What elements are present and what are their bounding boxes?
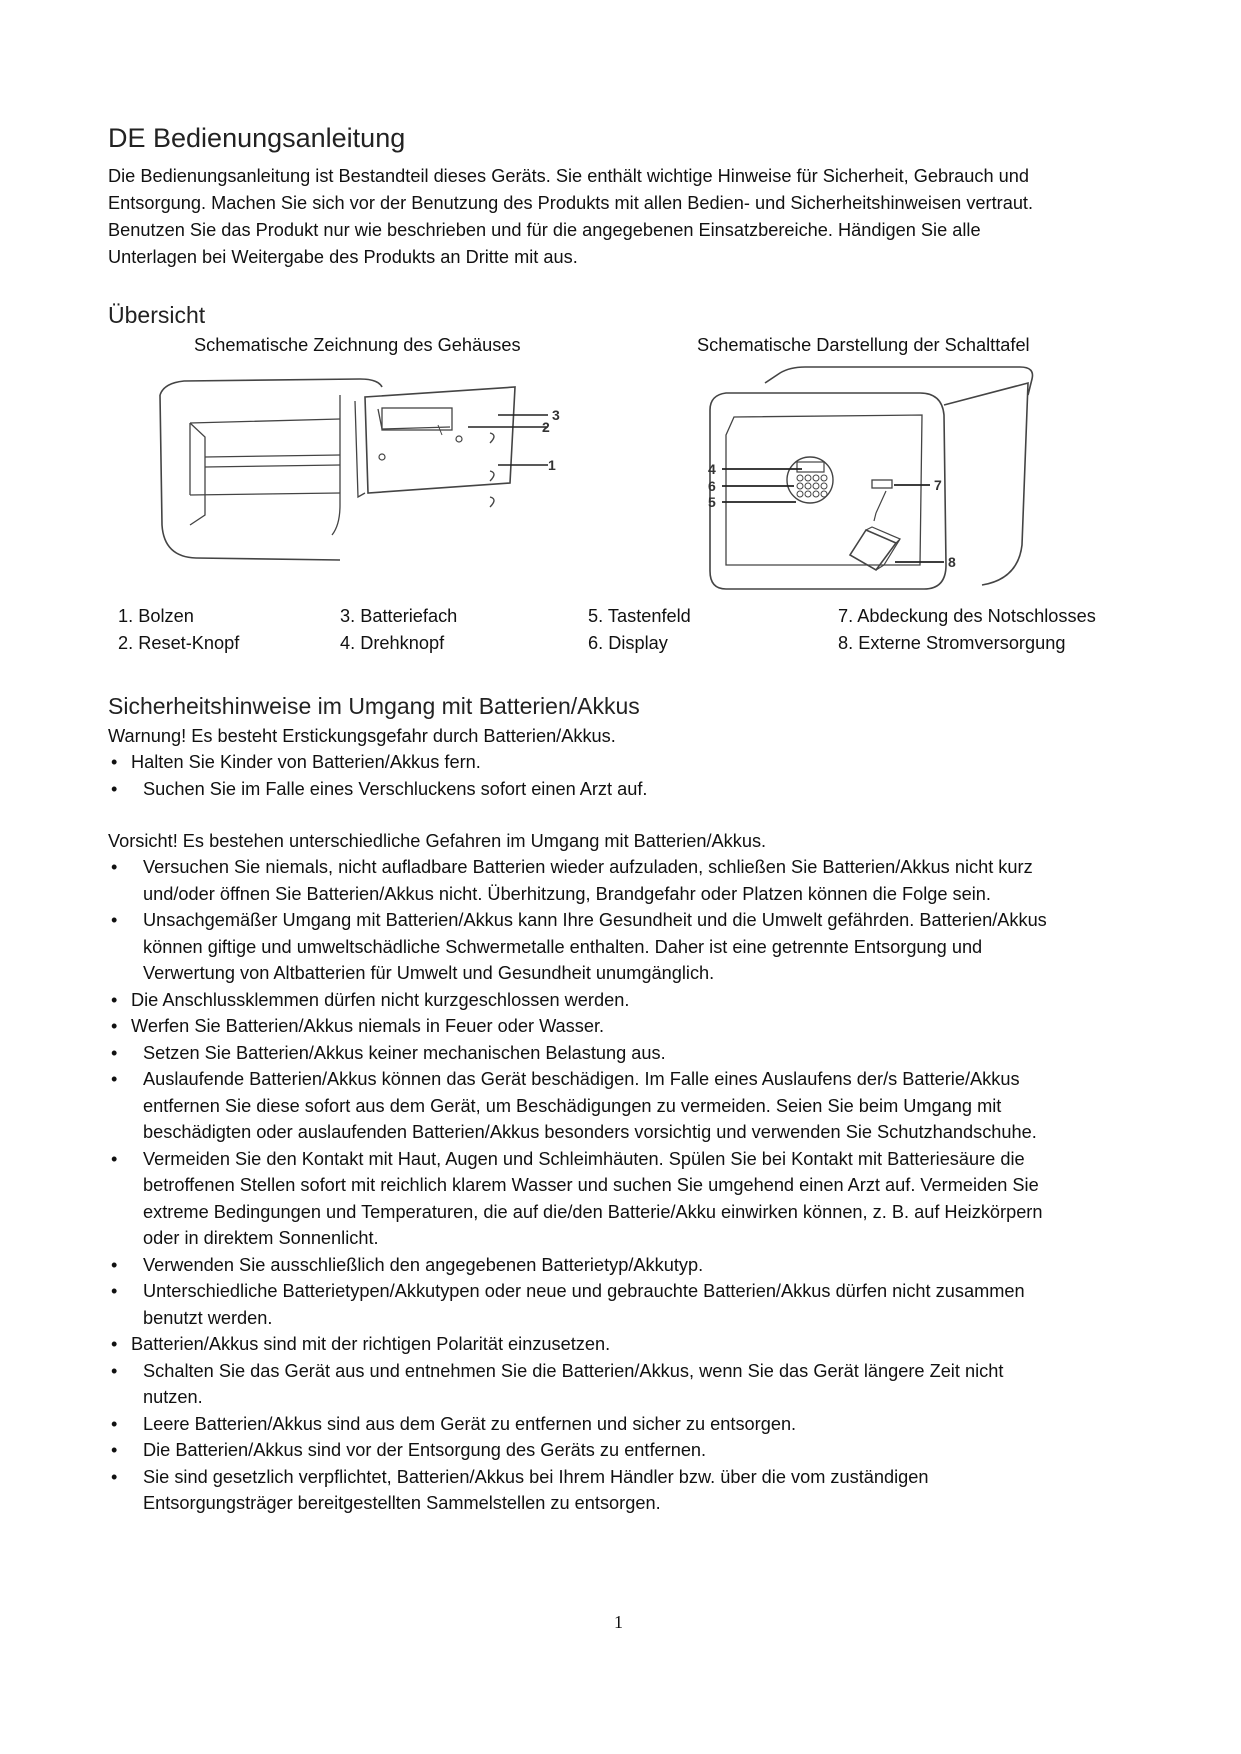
callout-5: 5 xyxy=(708,494,716,510)
legend-item: 7. Abdeckung des Notschlosses xyxy=(838,606,1096,626)
list-item: • Verwenden Sie ausschließlich den angegebenen Batterietyp/Akkutyp. xyxy=(108,1252,1148,1279)
safe-front xyxy=(710,393,946,589)
callout-7: 7 xyxy=(934,477,942,493)
page-number: 1 xyxy=(614,1612,623,1632)
page-title: DE Bedienungsanleitung xyxy=(108,123,406,153)
safe-housing-drawing xyxy=(150,375,590,575)
keypad-buttons xyxy=(797,475,827,497)
warning-list xyxy=(108,749,1148,802)
list-item: • Die Anschlussklemmen dürfen nicht kurzgeschlossen werden. xyxy=(108,987,1148,1014)
legend-item: 4. Drehknopf xyxy=(340,633,445,653)
figure-right-title: Schematische Darstellung der Schalttafel xyxy=(697,335,1030,355)
safe-top xyxy=(765,367,1033,395)
list-item: • Setzen Sie Batterien/Akkus keiner mechanischen Belastung aus. xyxy=(108,1040,1148,1067)
external-power-box xyxy=(850,530,896,570)
figure-left-title: Schematische Zeichnung des Gehäuses xyxy=(194,335,521,355)
callout-6: 6 xyxy=(708,478,716,494)
callout-2: 2 xyxy=(542,419,550,435)
legend-column xyxy=(118,603,239,657)
battery-safety-heading: Sicherheitshinweise im Umgang mit Batterien/Akkus xyxy=(108,693,640,719)
legend-column xyxy=(340,603,457,657)
legend-item: 6. Display xyxy=(588,633,668,653)
list-item: • Suchen Sie im Falle eines Verschluckens sofort einen Arzt auf. xyxy=(108,776,1148,803)
intro-paragraph xyxy=(108,163,1148,271)
list-item: • Halten Sie Kinder von Batterien/Akkus fern. xyxy=(108,749,1148,776)
legend-item: 3. Batteriefach xyxy=(340,606,458,626)
door-frame xyxy=(726,415,922,565)
legend-item: 1. Bolzen xyxy=(118,606,194,626)
list-item: • Werfen Sie Batterien/Akkus niemals in Feuer oder Wasser. xyxy=(108,1013,1148,1040)
list-item: • Auslaufende Batterien/Akkus können das Gerät beschädigen. Im Falle eines Auslaufens der/s Batterie/Akkus entfernen Sie diese sofort aus dem Gerät, um Beschädigungen zu vermeiden. Seien Sie beim Umgang mit beschädigten oder auslaufenden Batterien/Akkus besonders vorsichtig und verwenden Sie Schutzhandschuhe. xyxy=(108,1066,1148,1146)
caution-list xyxy=(108,854,1148,1517)
intro-line: Benutzen Sie das Produkt nur wie beschrieben und für die angegebenen Einsatzbereiche. Händigen Sie alle xyxy=(108,220,981,240)
safe-control-panel-drawing xyxy=(690,365,1090,605)
safe-side xyxy=(944,383,1028,585)
list-item: • Leere Batterien/Akkus sind aus dem Gerät zu entfernen und sicher zu entsorgen. xyxy=(108,1411,1148,1438)
list-item: • Die Batterien/Akkus sind vor der Entsorgung des Geräts zu entfernen. xyxy=(108,1437,1148,1464)
warning-text: Warnung! Es besteht Erstickungsgefahr durch Batterien/Akkus. xyxy=(108,726,616,746)
intro-line: Die Bedienungsanleitung ist Bestandteil dieses Geräts. Sie enthält wichtige Hinweise für Sicherheit, Gebrauch und xyxy=(108,166,1030,186)
legend-item: 8. Externe Stromversorgung xyxy=(838,633,1066,653)
callout-3: 3 xyxy=(552,407,560,423)
list-item: • Unsachgemäßer Umgang mit Batterien/Akkus kann Ihre Gesundheit und die Umwelt gefährden. Batterien/Akkus können giftige und umweltschädliche Schwermetalle enthalten. Daher ist eine getrennte Entsorgung und Verwertung von Altbatterien für Umwelt und Gesundheit unumgänglich. xyxy=(108,907,1148,987)
list-item: • Batterien/Akkus sind mit der richtigen Polarität einzusetzen. xyxy=(108,1331,1148,1358)
list-item: • Sie sind gesetzlich verpflichtet, Batterien/Akkus bei Ihrem Händler bzw. über die vom zuständigen Entsorgungsträger bereitgestellten Sammelstellen zu entsorgen. xyxy=(108,1464,1148,1517)
callout-4: 4 xyxy=(708,461,716,477)
intro-line: Entsorgung. Machen Sie sich vor der Benutzung des Produkts mit allen Bedien- und Sicherheitshinweisen vertraut. xyxy=(108,193,1034,213)
callout-1: 1 xyxy=(548,457,556,473)
list-item: • Versuchen Sie niemals, nicht aufladbare Batterien wieder aufzuladen, schließen Sie Batterien/Akkus nicht kurz und/oder öffnen Sie Batterien/Akkus nicht. Überhitzung, Brandgefahr oder Platzen können die Folge sein. xyxy=(108,854,1148,907)
legend-column xyxy=(838,603,1096,657)
list-item: • Unterschiedliche Batterietypen/Akkutypen oder neue und gebrauchte Batterien/Akkus dürfen nicht zusammen benutzt werden. xyxy=(108,1278,1148,1331)
overview-heading: Übersicht xyxy=(108,302,206,328)
callout-8: 8 xyxy=(948,554,956,570)
legend-item: 2. Reset-Knopf xyxy=(118,633,240,653)
emergency-lock-cover xyxy=(872,480,892,488)
list-item: • Schalten Sie das Gerät aus und entnehmen Sie die Batterien/Akkus, wenn Sie das Gerät längere Zeit nicht nutzen. xyxy=(108,1358,1148,1411)
caution-text: Vorsicht! Es bestehen unterschiedliche Gefahren im Umgang mit Batterien/Akkus. xyxy=(108,831,767,851)
legend-item: 5. Tastenfeld xyxy=(588,606,691,626)
list-item: • Vermeiden Sie den Kontakt mit Haut, Augen und Schleimhäuten. Spülen Sie bei Kontakt mit Batteriesäure die betroffenen Stellen sofort mit reichlich klarem Wasser und suchen Sie umgehend einen Arzt auf. Vermeiden Sie extreme Bedingungen und Temperaturen, die auf die/den Batterie/Akku einwirken können, z. B. auf Heizkörpern oder in direktem Sonnenlicht. xyxy=(108,1146,1148,1252)
intro-line: Unterlagen bei Weitergabe des Produkts an Dritte mit aus. xyxy=(108,247,578,267)
housing-outline-top xyxy=(160,379,382,395)
legend-column xyxy=(588,603,691,657)
